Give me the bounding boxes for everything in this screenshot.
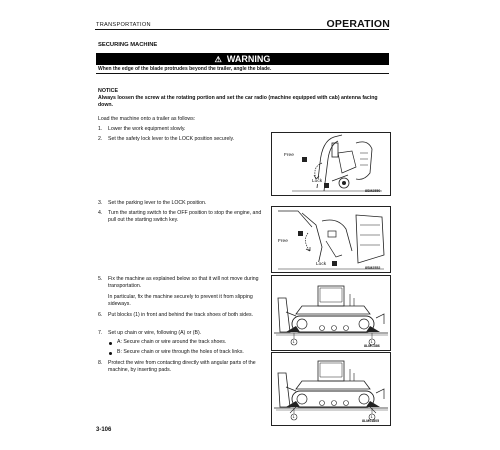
bullet-b-dot: [109, 352, 112, 355]
step-3-text: Set the parking lever to the LOCK position.: [108, 200, 207, 206]
step-5-text: Fix the machine as explained below so that it will not move during transportation.: [108, 276, 259, 290]
figure-securing-chain-b: [271, 352, 391, 426]
step-7-bullet-a: A: Secure chain or wire around the track shoes.: [117, 339, 227, 345]
figure-1-code: 8SM2550: [365, 189, 381, 193]
warning-label: WARNING: [226, 54, 271, 64]
page-number: 3-106: [96, 427, 112, 433]
warning-banner: [96, 53, 389, 65]
step-7-bullet-b: B: Secure chain or wire through the holes of track links.: [117, 349, 244, 355]
step-5-extra: In particular, fix the machine securely to prevent it from slipping sideways.: [108, 294, 253, 308]
lever-illustration: [272, 133, 390, 195]
notice-heading: NOTICE: [98, 88, 119, 94]
figure-4-code: 8LM01805: [362, 419, 380, 423]
step-3-number: 3.: [98, 200, 103, 206]
step-2-number: 2.: [98, 136, 103, 142]
parking-lever-illustration: [272, 207, 390, 272]
step-6-number: 6.: [98, 312, 103, 318]
figure-securing-chain-a: [271, 275, 391, 351]
warning-rule: [96, 73, 389, 74]
figure-3-block-label-right: 1: [370, 339, 373, 344]
figure-4-block-label-right: 1: [370, 414, 373, 419]
step-8-number: 8.: [98, 360, 103, 366]
figure-3-block-label-left: 1: [292, 339, 295, 344]
step-1-number: 1.: [98, 126, 103, 132]
step-6-text: Put blocks (1) in front and behind the track shoes of both sides.: [108, 312, 254, 318]
step-7-text: Set up chain or wire, following (A) or (B).: [108, 330, 202, 336]
warning-text: When the edge of the blade protrudes beyond the trailer, angle the blade.: [98, 66, 272, 72]
figure-2-code: 8SM2552: [365, 266, 381, 270]
figure-safety-lock-lever: [271, 132, 391, 196]
figure-2-free-label: Free: [278, 239, 288, 244]
bullet-a-dot: [109, 342, 112, 345]
header-chapter: OPERATION: [326, 18, 390, 30]
section-title: SECURING MACHINE: [98, 42, 158, 48]
step-5-number: 5.: [98, 276, 103, 282]
header-rule: [95, 29, 389, 30]
header-section: TRANSPORTATION: [96, 22, 151, 28]
figure-4-block-label-left: 1: [292, 414, 295, 419]
figure-1-lock-label: Lock: [312, 179, 323, 184]
step-2-text: Set the safety lock lever to the LOCK position securely.: [108, 136, 235, 142]
intro-text: Load the machine onto a trailer as follows:: [98, 116, 196, 122]
warning-triangle-icon: ⚠: [214, 55, 222, 64]
step-1-text: Lower the work equipment slowly.: [108, 126, 186, 132]
figure-parking-lever: [271, 206, 391, 273]
figure-3-code: 8LMC386: [364, 344, 380, 348]
step-8-text: Protect the wire from contacting directly with angular parts of the machine, by inserting pads.: [108, 360, 256, 374]
notice-text: Always loosen the screw at the rotating portion and set the car radio (machine equipped with cab) antenna facing down.: [98, 95, 378, 108]
step-4-number: 4.: [98, 210, 103, 216]
step-4-text: Turn the starting switch to the OFF position to stop the engine, and pull out the starting switch key.: [108, 210, 262, 224]
step-7-number: 7.: [98, 330, 103, 336]
figure-1-free-label: Free: [284, 153, 294, 158]
figure-2-lock-label: Lock: [316, 262, 327, 267]
